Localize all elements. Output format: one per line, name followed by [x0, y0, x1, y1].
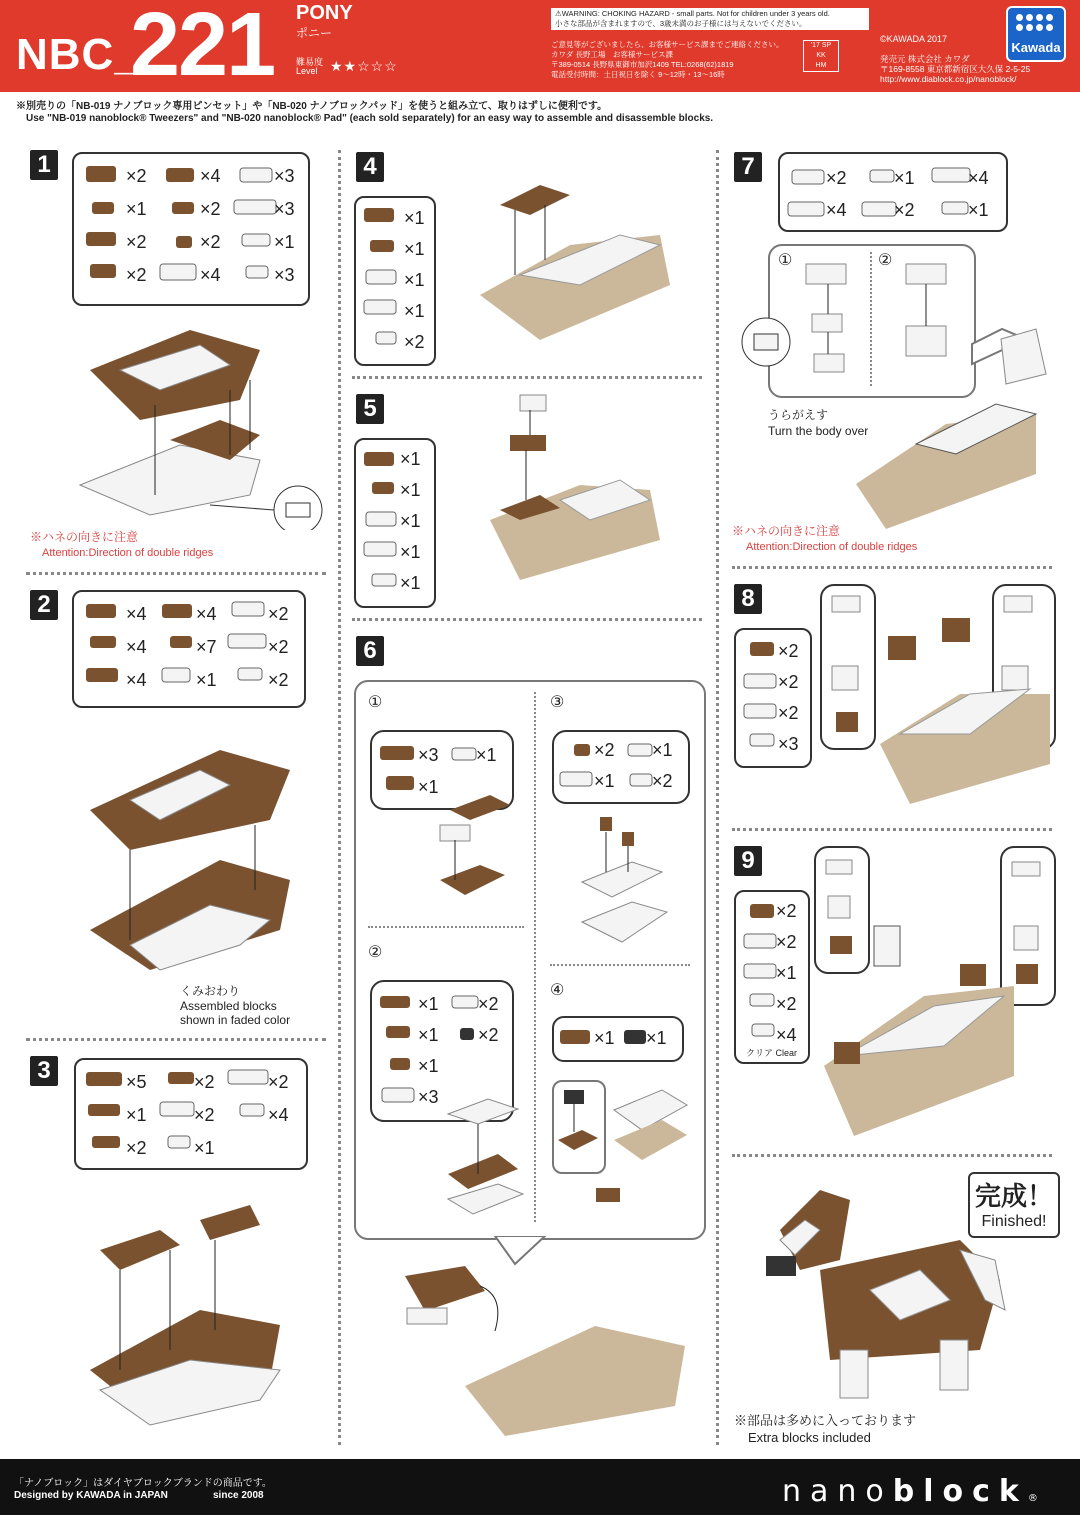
part-quantity: ×2: [778, 641, 799, 661]
part-quantity: ×2: [478, 1025, 499, 1045]
direction-note-en: Attention:Direction of double ridges: [42, 547, 214, 559]
part-quantity: ×1: [418, 777, 439, 797]
row-divider: [352, 376, 702, 379]
part-quantity: ×3: [778, 734, 799, 754]
part-quantity: ×2: [404, 332, 425, 352]
assembled-note-jp: くみおわり: [180, 984, 241, 998]
assembled-note-en: Assembled blocks: [180, 999, 277, 1013]
part-quantity: ×2: [268, 604, 289, 624]
part-quantity: ×1: [894, 168, 915, 188]
step2-illustration: [70, 730, 320, 980]
level-label: [296, 58, 323, 76]
part-quantity: ×1: [126, 199, 147, 219]
part-quantity: ×2: [594, 740, 615, 760]
part-quantity: ×1: [126, 1105, 147, 1125]
brand-part: nano: [782, 1474, 893, 1509]
part-quantity: ×1: [404, 239, 425, 259]
product-code: NBC_: [16, 30, 140, 79]
direction-note-jp: ※ハネの向きに注意: [732, 524, 841, 538]
part-quantity: ×2: [126, 232, 147, 252]
sub-step-label: ③: [550, 694, 565, 711]
column-divider: [338, 150, 341, 1445]
part-quantity: ×1: [404, 301, 425, 321]
part-quantity: ×2: [126, 1138, 147, 1158]
part-quantity: ×4: [126, 637, 147, 657]
part-quantity: ×1: [968, 200, 989, 220]
sub-step-label: ②: [368, 944, 383, 961]
step1-illustration: [60, 310, 330, 530]
step3-illustration: [80, 1190, 320, 1440]
part-quantity: ×1: [418, 1025, 439, 1045]
part-quantity: ×2: [268, 670, 289, 690]
sub-divider: [534, 692, 536, 1222]
step-number: 4: [356, 152, 384, 182]
part-quantity: ×1: [418, 1056, 439, 1076]
part-quantity: ×3: [274, 166, 295, 186]
tools-note-jp: ※別売りの「NB-019 ナノブロック専用ピンセット」や「NB-020 ナノブロックパッド」を使うと組み立て、取りはずしに便利です。: [16, 101, 608, 112]
part-quantity: ×2: [268, 637, 289, 657]
sub2-illustration: [438, 1094, 528, 1224]
part-quantity: ×2: [478, 994, 499, 1014]
logo-text: Kawada: [1011, 40, 1061, 55]
step-number: 7: [734, 152, 762, 182]
assembled-note-en: shown in faded color: [180, 1013, 291, 1027]
part-quantity: ×3: [418, 1087, 439, 1107]
part-quantity: ×4: [196, 604, 217, 624]
nanoblock-logo: [782, 1474, 1038, 1509]
part-quantity: ×2: [268, 1072, 289, 1092]
part-quantity: ×1: [196, 670, 217, 690]
turn-over-note-en: Turn the body over: [768, 424, 869, 438]
sub1-illustration: [430, 790, 520, 910]
brand-part: block: [892, 1474, 1028, 1509]
step6-illustration: [395, 1236, 695, 1446]
company-url: http://www.diablock.co.jp/nanoblock/: [880, 74, 1017, 84]
level-stars: ★★☆☆☆: [330, 58, 398, 74]
contact-line: 電話受付時間：土日祝日を除く 9～12時・13～16時: [551, 70, 725, 79]
step8-illustration: [820, 584, 1060, 814]
part-quantity: ×4: [126, 604, 147, 624]
part-quantity: ×1: [776, 963, 797, 983]
step5-illustration: [460, 390, 680, 600]
part-quantity: ×2: [126, 265, 147, 285]
part-quantity: ×4: [126, 670, 147, 690]
company-line: 〒169-8558 東京都新宿区大久保 2-5-25: [880, 64, 1031, 74]
step7-illustration: [736, 254, 1056, 554]
part-quantity: ×1: [400, 542, 421, 562]
part-quantity: ×3: [274, 199, 295, 219]
step4-illustration: [460, 165, 680, 355]
part-quantity: ×4: [968, 168, 989, 188]
part-quantity: ×2: [194, 1072, 215, 1092]
lot-code: '17 SP: [810, 42, 832, 49]
lot-codes: [803, 40, 839, 72]
part-quantity: ×7: [196, 637, 217, 657]
sub-step-label: ①: [368, 694, 383, 711]
row-divider: [352, 618, 702, 621]
part-quantity: ×4: [826, 200, 847, 220]
product-name-en: PONY: [296, 2, 353, 24]
contact-line: カワダ 長野工場 お客様サービス課: [551, 50, 674, 59]
part-quantity: ×3: [274, 265, 295, 285]
warning-box: [551, 8, 869, 30]
sub-divider: [550, 964, 690, 966]
direction-note-jp: ※ハネの向きに注意: [30, 530, 139, 544]
part-quantity: ×2: [652, 771, 673, 791]
brand-registered: ®: [1027, 1493, 1038, 1504]
contact-line: ご意見等がございましたら、お客様サービス課までご連絡ください。: [551, 40, 784, 49]
lot-code: HM: [815, 62, 827, 69]
part-quantity: ×2: [194, 1105, 215, 1125]
part-quantity: ×1: [274, 232, 295, 252]
copyright: ©KAWADA 2017: [880, 34, 947, 44]
sub-step-label: ④: [550, 982, 565, 999]
sub-step-label: ①: [778, 252, 793, 269]
part-quantity: ×4: [776, 1025, 797, 1045]
sub3-illustration: [572, 812, 682, 952]
company-line: 発売元 株式会社 カワダ: [880, 54, 970, 64]
level-label-jp: 難易度: [296, 57, 324, 67]
finished-pony-illustration: [760, 1180, 1010, 1410]
part-quantity: ×2: [826, 168, 847, 188]
step9-illustration: [814, 846, 1054, 1146]
part-quantity: ×2: [776, 994, 797, 1014]
part-quantity: ×1: [594, 1028, 615, 1048]
part-quantity: ×4: [200, 166, 221, 186]
contact-info: [551, 40, 799, 80]
part-quantity: ×2: [776, 932, 797, 952]
extra-blocks-jp: ※部品は多めに入っております: [734, 1413, 917, 1428]
part-quantity: ×1: [646, 1028, 667, 1048]
part-quantity: ×1: [400, 480, 421, 500]
part-quantity: ×1: [194, 1138, 215, 1158]
part-quantity: ×2: [200, 232, 221, 252]
part-quantity: ×1: [594, 771, 615, 791]
step-number: 8: [734, 584, 762, 614]
tools-note-en: Use "NB-019 nanoblock® Tweezers" and "NB-020 nanoblock® Pad" (each sold separately) for an easy way to assemble and disassemble blocks.: [26, 113, 714, 124]
kawada-logo: [1006, 6, 1066, 62]
part-quantity: ×4: [200, 265, 221, 285]
designed-by: Designed by KAWADA in JAPAN: [14, 1490, 168, 1501]
sub-divider: [368, 926, 524, 928]
part-quantity: ×2: [200, 199, 221, 219]
since-year: since 2008: [213, 1490, 264, 1501]
turn-over-note-jp: うらがえす: [768, 408, 829, 422]
part-quantity: ×1: [404, 270, 425, 290]
level-label-en: Level: [296, 66, 318, 76]
part-quantity: ×2: [776, 901, 797, 921]
row-divider: [732, 828, 1052, 831]
part-quantity: ×3: [418, 745, 439, 765]
sub-step-label: ②: [878, 252, 893, 269]
finished-jp: 完成！: [974, 1181, 1053, 1211]
step-number: 1: [30, 150, 58, 180]
part-quantity: ×2: [778, 672, 799, 692]
warning-jp: 小さな部品が含まれますので、3歳未満のお子様には与えないでください。: [555, 19, 807, 28]
lot-code: KK: [816, 52, 826, 59]
finished-en: Finished!: [981, 1213, 1047, 1230]
contact-line: 〒389-0514 長野県東御市加沢1409 TEL:0268(62)1819: [551, 60, 734, 69]
sub4-illustration: [552, 1080, 692, 1220]
part-quantity: ×1: [476, 745, 497, 765]
step-number: 6: [356, 636, 384, 666]
step-number: 3: [30, 1056, 58, 1086]
clear-label: クリア Clear: [746, 1048, 798, 1058]
part-quantity: ×1: [400, 573, 421, 593]
row-divider: [26, 572, 326, 575]
product-name-jp: ポニー: [296, 26, 333, 40]
direction-note-en: Attention:Direction of double ridges: [746, 541, 918, 553]
part-quantity: ×2: [778, 703, 799, 723]
part-quantity: ×2: [894, 200, 915, 220]
row-divider: [732, 566, 1052, 569]
part-quantity: ×1: [400, 511, 421, 531]
part-quantity: ×1: [652, 740, 673, 760]
row-divider: [732, 1154, 1052, 1157]
part-quantity: ×5: [126, 1072, 147, 1092]
part-quantity: ×1: [418, 994, 439, 1014]
row-divider: [26, 1038, 326, 1041]
step-number: 2: [30, 590, 58, 620]
extra-blocks-en: Extra blocks included: [748, 1430, 871, 1445]
parts-icons: [72, 152, 306, 302]
part-quantity: ×2: [126, 166, 147, 186]
step-number: 9: [734, 846, 762, 876]
warning-en: ⚠WARNING: CHOKING HAZARD - small parts. Not for children under 3 years old.: [555, 9, 830, 18]
part-quantity: ×1: [400, 449, 421, 469]
brand-note: 「ナノブロック」はダイヤブロックブランドの商品です。: [14, 1478, 272, 1489]
part-quantity: ×1: [404, 208, 425, 228]
part-quantity: ×4: [268, 1105, 289, 1125]
column-divider: [716, 150, 719, 1445]
product-number: 221: [130, 0, 275, 95]
step-number: 5: [356, 394, 384, 424]
